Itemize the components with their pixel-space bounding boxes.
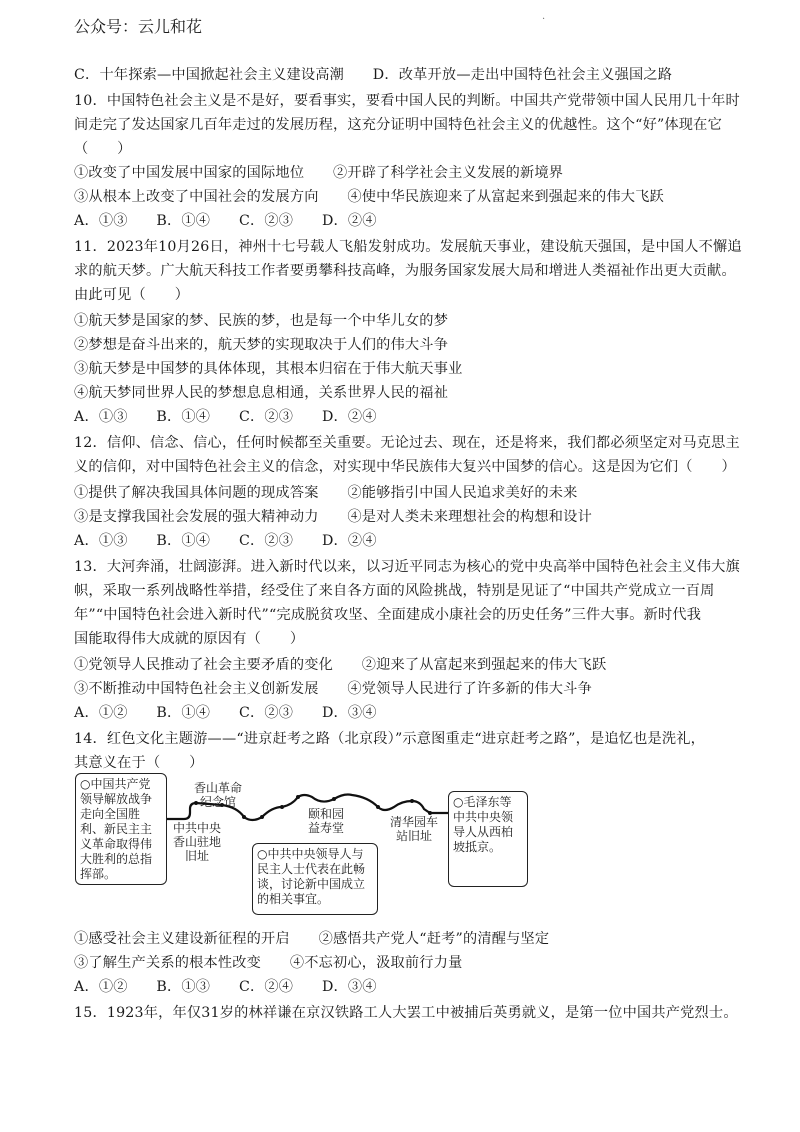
- text-line: ①党领导人民推动了社会主要矛盾的变化 ②迎来了从富起来到强起来的伟大飞跃: [74, 657, 607, 673]
- text-line: 求的航天梦。广大航天科技工作者要勇攀科技高峰，为服务国家发展大局和增进人类福祉作出更大贡献。: [74, 263, 736, 279]
- text-line: 15．1923年，年仅31岁的林祥谦在京汉铁路工人大罢工中被捕后英勇就义，是第一位中国共产党烈士。: [74, 1005, 738, 1021]
- info-box-left-text: ○中国共产党领导解放战争走向全国胜利、新民主主义革命取得伟大胜利的总指挥部。: [80, 777, 153, 881]
- text-line: ③不断推动中国特色社会主义创新发展 ④党领导人民进行了许多新的伟大斗争: [74, 681, 592, 697]
- text-line: A．①③ B．①④ C．②③ D．②④: [74, 409, 377, 425]
- text-line: 12．信仰、信念、信心，任何时候都至关重要。无论过去、现在，还是将来，我们都必须坚定对马克思主: [74, 435, 740, 451]
- text-line: 其意义在于（ ）: [74, 755, 204, 771]
- text-line: 11．2023年10月26日，神州十七号载人飞船发射成功。发展航天事业，建设航天强国，是中国人不懈追: [74, 239, 742, 255]
- wechat-account-title: 公众号：云儿和花: [74, 17, 203, 36]
- text-line: （ ）: [74, 141, 132, 157]
- text-line: ③从根本上改变了中国社会的发展方向 ④使中华民族迎来了从富起来到强起来的伟大飞跃: [74, 189, 664, 205]
- info-box-left: [75, 773, 167, 885]
- header-dot: ·: [542, 14, 546, 25]
- stop-yiheyuan: 颐和园益寿堂: [307, 807, 344, 835]
- text-line: 国能取得伟大成就的原因有（ ）: [74, 631, 305, 647]
- text-line: ①感受社会主义建设新征程的开启 ②感悟共产党人“赶考”的清醒与坚定: [74, 931, 550, 947]
- route-diagram: [72, 767, 732, 917]
- text-line: 10．中国特色社会主义是不是好，要看事实，要看中国人民的判断。中国共产党带领中国人民用几十年时: [74, 93, 740, 109]
- text-line: 义的信仰，对中国特色社会主义的信念，对实现中华民族伟大复兴中国梦的信心。这是因为它们（ ）: [74, 459, 736, 475]
- text-line: 14．红色文化主题游——“进京赶考之路（北京段）”示意图重走“进京赶考之路”，是追忆也是洗礼，: [74, 731, 706, 747]
- text-line: A．①③ B．①④ C．②③ D．②④: [74, 533, 377, 549]
- info-box-center-text: ○中共中央领导人与民主人士代表在此畅谈，讨论新中国成立的相关事宜。: [257, 847, 366, 906]
- text-line: 由此可见（ ）: [74, 287, 190, 303]
- text-line: 间走完了发达国家几百年走过的发展历程，这充分证明中国特色社会主义的优越性。这个“好”体现在它: [74, 117, 722, 133]
- stop-xiangshan-memorial: 香山革命纪念馆: [193, 781, 242, 809]
- stop-xiangshan-residence: 中共中央香山驻地旧址: [172, 821, 221, 863]
- text-line: ③了解生产关系的根本性改变 ④不忘初心，汲取前行力量: [74, 955, 463, 971]
- text-line: 年”“中国特色社会进入新时代”“完成脱贫攻坚、全面建成小康社会的历史任务”三件大事。新时代我: [74, 607, 702, 623]
- text-line: ①提供了解决我国具体问题的现成答案 ②能够指引中国人民追求美好的未来: [74, 485, 578, 501]
- text-line: ④航天梦同世界人民的梦想息息相通，关系世界人民的福祉: [74, 385, 449, 401]
- stop-qinghua-station: 清华园车站旧址: [389, 815, 438, 843]
- text-line: 帜，采取一系列战略性举措，经受住了来自各方面的风险挑战，特别是见证了“中国共产党成立一百周: [74, 583, 715, 599]
- text-line: A．①③ B．①④ C．②③ D．②④: [74, 213, 377, 229]
- text-line: 13．大河奔涌，壮阔澎湃。进入新时代以来，以习近平同志为核心的党中央高举中国特色社会主义伟大旗: [74, 559, 740, 575]
- text-line: A．①② B．①④ C．②③ D．③④: [74, 705, 377, 721]
- info-box-center: [252, 843, 378, 915]
- text-line: A．①② B．①③ C．②④ D．③④: [74, 979, 377, 995]
- text-line: ③航天梦是中国梦的具体体现，其根本归宿在于伟大航天事业: [74, 361, 463, 377]
- text-line: ①改变了中国发展中国家的国际地位 ②开辟了科学社会主义发展的新境界: [74, 165, 564, 181]
- text-line: ①航天梦是国家的梦、民族的梦，也是每一个中华儿女的梦: [74, 313, 449, 329]
- text-line: ②梦想是奋斗出来的，航天梦的实现取决于人们的伟大斗争: [74, 337, 449, 353]
- info-box-right-text: ○毛泽东等中共中央领导人从西柏坡抵京。: [453, 795, 514, 854]
- info-box-right: [448, 791, 528, 887]
- text-line: C．十年探索—中国掀起社会主义建设高潮 D．改革开放—走出中国特色社会主义强国之路: [74, 67, 673, 83]
- text-line: ③是支撑我国社会发展的强大精神动力 ④是对人类未来理想社会的构想和设计: [74, 509, 592, 525]
